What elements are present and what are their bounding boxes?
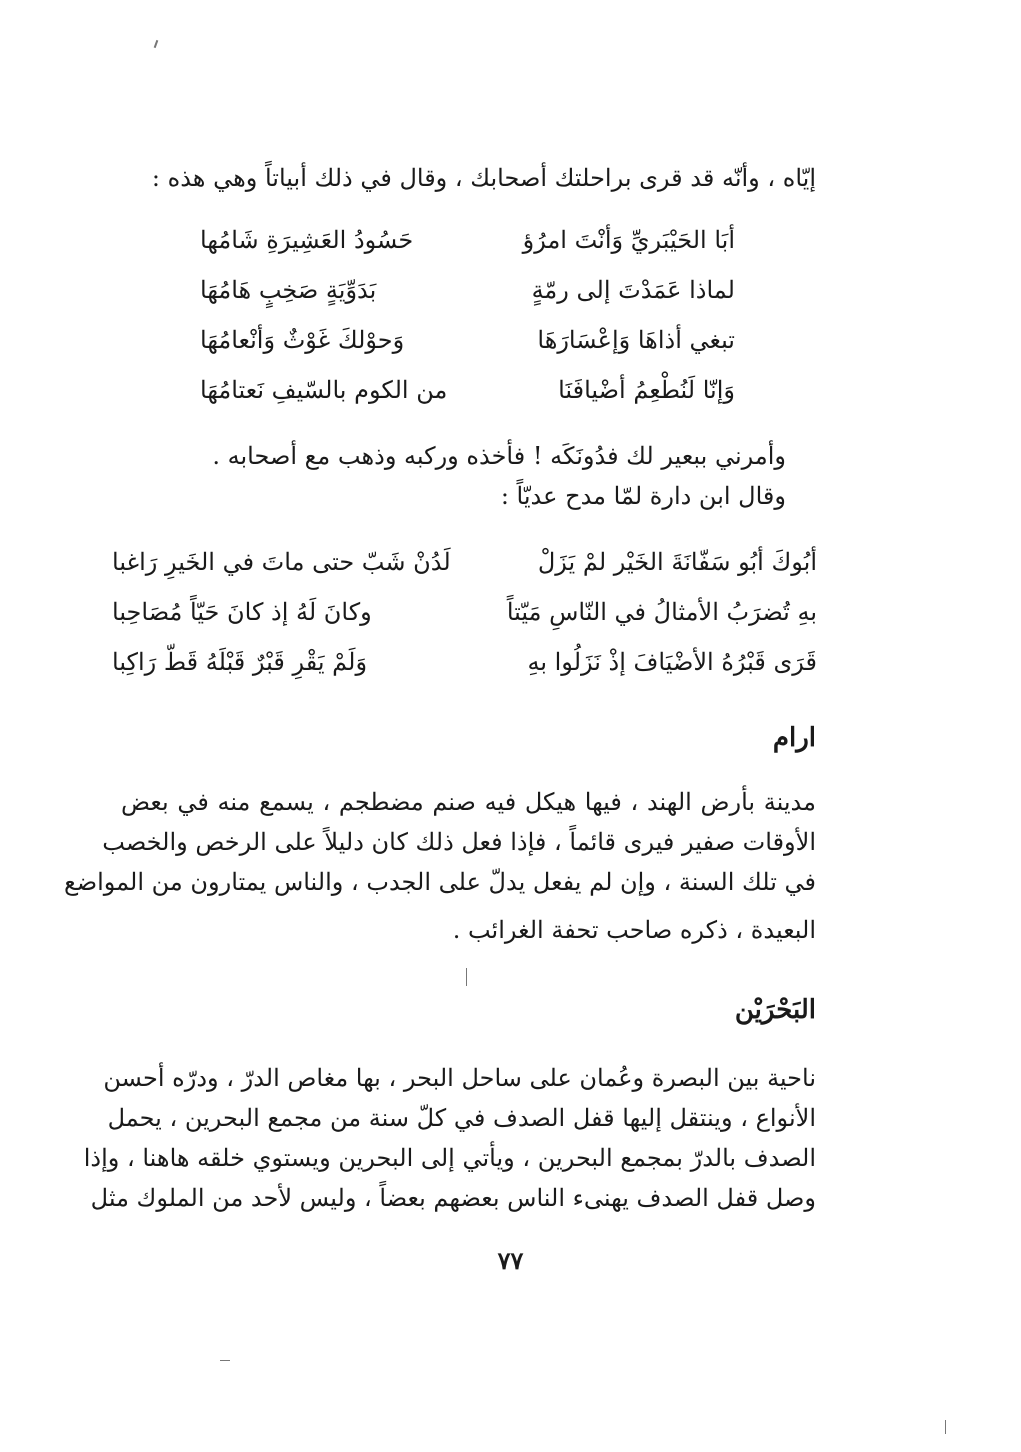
poem-2-hemistich-second: وَلَمْ يَقْرِ قَبْرٌ قَبْلَهُ قَطّ رَاكِبا: [112, 648, 368, 676]
narrative-line: وأمرني ببعير لك فدُونَكَه ! فأخذه وركبه وذهب مع أصحابه .: [212, 442, 786, 470]
poem-1-verse: [190, 368, 735, 412]
poem-2-hemistich-second: وكانَ لَهُ إذ كانَ حَيّاً مُصَاحِبا: [112, 598, 372, 626]
poem-1-hemistich-second: من الكوم بالسّيفِ نَعتامُهَا: [200, 376, 448, 404]
poem-2-hemistich-first: قَرَى قَبْرُهُ الأضْيَافَ إذْ نَزَلُوا بهِ: [527, 648, 817, 676]
poem-2-verse: [112, 540, 817, 584]
paragraph-line: في تلك السنة ، وإن لم يفعل يدلّ على الجدب ، والناس يمتارون من المواضع: [63, 868, 816, 896]
scan-mark: [466, 968, 467, 986]
paragraph-line: الأنواع ، وينتقل إليها قفل الصدف في كلّ سنة من مجمع البحرين ، يحمل: [107, 1104, 816, 1132]
poem-1-verse: [190, 268, 735, 312]
poem-1-hemistich-first: وَإنّا لَنُطْعِمُ أضْيافَنَا: [558, 376, 735, 404]
poem-1-verse: [190, 218, 735, 262]
poem-1-hemistich-second: حَسُودُ العَشِيرَةِ شَامُها: [200, 226, 414, 254]
paragraph-line: الأوقات صفير فيرى قائماً ، فإذا فعل ذلك كان دليلاً على الرخص والخصب: [102, 828, 816, 856]
paragraph-line: مدينة بأرض الهند ، فيها هيكل فيه صنم مضطجم ، يسمع منه في بعض: [121, 788, 816, 816]
page-number: ٧٧: [497, 1246, 524, 1275]
poem-1-verse: [190, 318, 735, 362]
intro-line: إيّاه ، وأنّه قد قرى براحلتك أصحابك ، وقال في ذلك أبياتاً وهي هذه :: [151, 164, 816, 192]
poem-2-hemistich-first: أبُوكَ أبُو سَفّانَةَ الخَيْر لمْ يَزَلْ: [537, 548, 817, 576]
scan-mark: [220, 1360, 230, 1361]
poem-2-verse: [112, 590, 817, 634]
paragraph-line: وصل قفل الصدف يهنىء الناس بعضهم بعضاً ، وليس لأحد من الملوك مثل: [90, 1184, 816, 1212]
poem-1-hemistich-first: أبَا الحَيْبَريِّ وَأنْتَ امرُؤ: [522, 226, 735, 254]
scan-mark: [945, 1420, 946, 1434]
section-title-aram: ارام: [772, 723, 816, 753]
poem-1-hemistich-second: وَحوْلكَ غَوْثٌ وَأنْعامُهَا: [200, 326, 405, 354]
poem-1-hemistich-first: لماذا عَمَدْتَ إلى رمّةٍ: [531, 276, 735, 304]
paragraph-line: البعيدة ، ذكره صاحب تحفة الغرائب .: [452, 916, 816, 944]
poem-1-hemistich-first: تبغي أذاهَا وَإعْسَارَهَا: [537, 326, 735, 354]
paragraph-line: الصدف بالدرّ بمجمع البحرين ، ويأتي إلى البحرين ويستوي خلقه هاهنا ، وإذا: [83, 1144, 816, 1172]
poem-2-hemistich-second: لَدُنْ شَبّ حتى ماتَ في الخَيرِ رَاغبا: [112, 548, 451, 576]
poem-2-verse: [112, 640, 817, 684]
poem-1-hemistich-second: بَدَوِّيَةٍ صَخِبٍ هَامُهَا: [200, 276, 377, 304]
scan-mark: [154, 40, 159, 48]
narrative-line: وقال ابن دارة لمّا مدح عديّاً :: [500, 482, 786, 510]
section-title-bahrain: البَحْرَيْن: [734, 995, 816, 1025]
paragraph-line: ناحية بين البصرة وعُمان على ساحل البحر ، بها مغاص الدرّ ، ودرّه أحسن: [103, 1064, 816, 1092]
poem-2-hemistich-first: بهِ تُضرَبُ الأمثالُ في النّاسِ مَيّتاً: [506, 598, 817, 626]
